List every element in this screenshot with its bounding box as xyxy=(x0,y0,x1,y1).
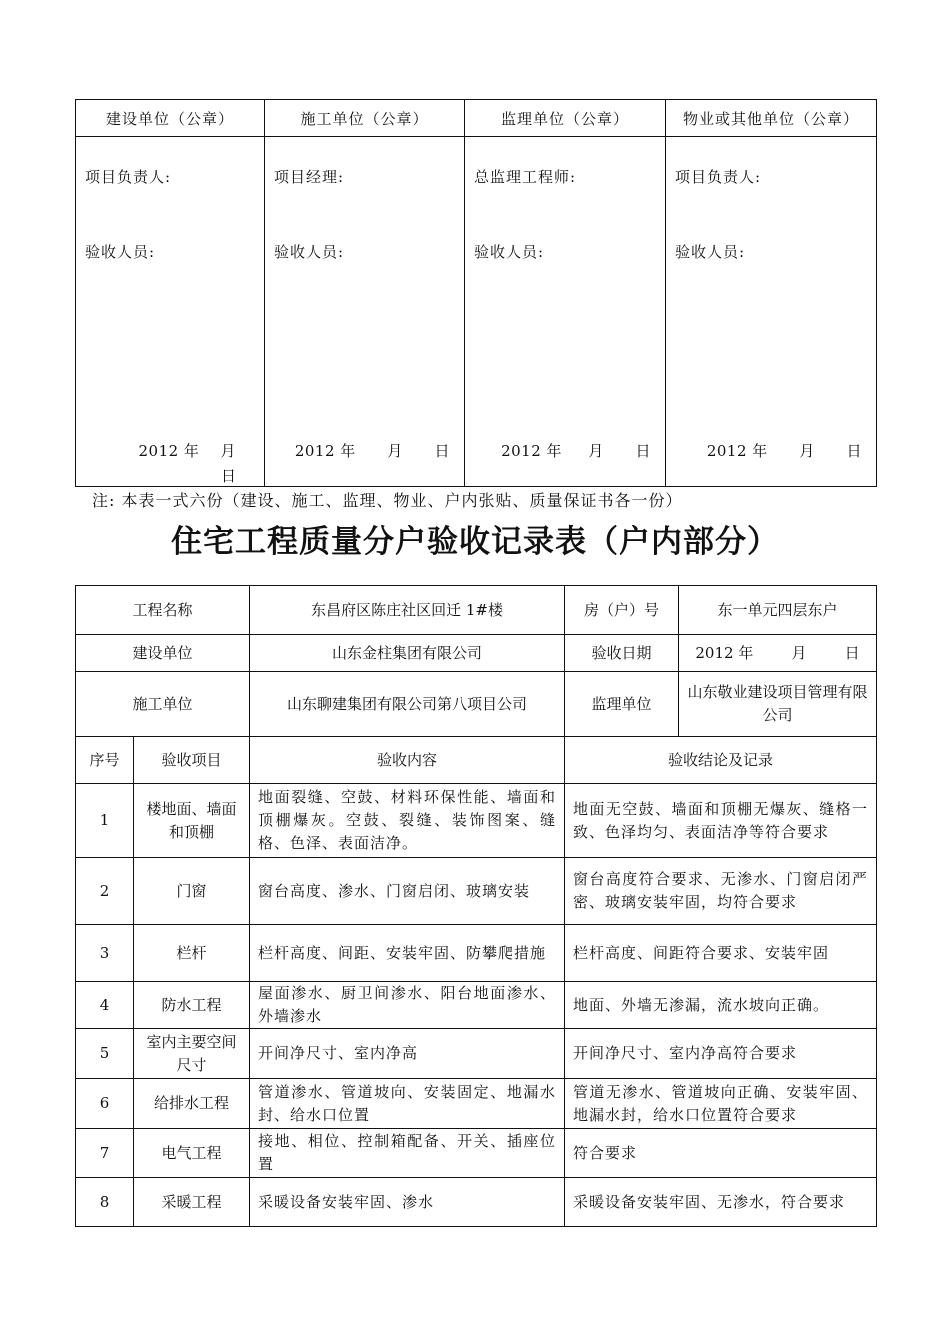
supervisor-value: 山东敬业建设项目管理有限公司 xyxy=(679,672,877,737)
page-title: 住宅工程质量分户验收记录表（户内部分） xyxy=(171,524,779,560)
col-header-no: 序号 xyxy=(76,737,134,784)
table-row xyxy=(76,982,877,1029)
row-no: 4 xyxy=(76,982,134,1029)
row-result: 窗台高度符合要求、无渗水、门窗启闭严密、玻璃安装牢固，均符合要求 xyxy=(565,858,877,925)
chief-supervisor-label: 总监理工程师: xyxy=(474,168,577,186)
col-header-result: 验收结论及记录 xyxy=(565,737,877,784)
table-row xyxy=(76,1029,877,1079)
row-result: 开间净尺寸、室内净高符合要求 xyxy=(565,1029,877,1079)
builder-project-leader-label: 项目负责人: xyxy=(85,168,172,186)
constructor-sign-date: 2012 年 月 日 xyxy=(294,442,450,460)
room-number-value: 东一单元四层东户 xyxy=(679,586,877,635)
row-item: 栏杆 xyxy=(134,925,250,982)
row-no: 1 xyxy=(76,784,134,858)
row-result: 采暖设备安装牢固、无渗水，符合要求 xyxy=(565,1178,877,1227)
row-content: 管道渗水、管道坡向、安装固定、地漏水封、给水口位置 xyxy=(250,1079,565,1129)
signature-body-row xyxy=(76,137,877,487)
constructor-inspector-label: 验收人员: xyxy=(274,243,345,261)
builder-sign-date-day: 日 xyxy=(220,467,236,485)
supervisor-seal-header: 监理单位（公章） xyxy=(465,100,666,137)
table-row xyxy=(76,1129,877,1178)
row-content: 采暖设备安装牢固、渗水 xyxy=(250,1178,565,1227)
row-item: 防水工程 xyxy=(134,982,250,1029)
row-content: 栏杆高度、间距、安装牢固、防攀爬措施 xyxy=(250,925,565,982)
row-content: 开间净尺寸、室内净高 xyxy=(250,1029,565,1079)
constructor-seal-header: 施工单位（公章） xyxy=(265,100,465,137)
constructor-value: 山东聊建集团有限公司第八项目公司 xyxy=(250,672,565,737)
row-content: 接地、相位、控制箱配备、开关、插座位置 xyxy=(250,1129,565,1178)
row-content: 屋面渗水、厨卫间渗水、阳台地面渗水、外墙渗水 xyxy=(250,982,565,1029)
row-no: 2 xyxy=(76,858,134,925)
builder-seal-header: 建设单位（公章） xyxy=(76,100,265,137)
row-item: 采暖工程 xyxy=(134,1178,250,1227)
column-header-row xyxy=(76,737,877,784)
signature-header-row xyxy=(76,100,877,137)
row-result: 栏杆高度、间距符合要求、安装牢固 xyxy=(565,925,877,982)
row-item: 楼地面、墙面和顶棚 xyxy=(134,784,250,858)
property-sign-date: 2012 年 月 日 xyxy=(706,442,862,460)
project-info-row xyxy=(76,586,877,635)
copies-note: 注: 本表一式六份（建设、施工、监理、物业、户内张贴、质量保证书各一份） xyxy=(92,491,683,510)
table-row xyxy=(76,1178,877,1227)
row-item: 给排水工程 xyxy=(134,1079,250,1129)
inspection-date-value: 2012 年 月 日 xyxy=(679,635,877,672)
builder-value: 山东金柱集团有限公司 xyxy=(250,635,565,672)
row-no: 5 xyxy=(76,1029,134,1079)
constructor-info-row xyxy=(76,672,877,737)
row-result: 地面、外墙无渗漏，流水坡向正确。 xyxy=(565,982,877,1029)
builder-sign-date: 2012 年 月 xyxy=(138,442,236,460)
row-no: 8 xyxy=(76,1178,134,1227)
row-item: 电气工程 xyxy=(134,1129,250,1178)
builder-label: 建设单位 xyxy=(76,635,250,672)
builder-info-row xyxy=(76,635,877,672)
property-seal-header: 物业或其他单位（公章） xyxy=(666,100,877,137)
row-result: 管道无渗水、管道坡向正确、安装牢固、地漏水封，给水口位置符合要求 xyxy=(565,1079,877,1129)
row-no: 3 xyxy=(76,925,134,982)
builder-signature-cell xyxy=(76,137,265,487)
project-name-value: 东昌府区陈庄社区回迁 1#楼 xyxy=(250,586,565,635)
signature-table xyxy=(75,99,877,487)
builder-inspector-label: 验收人员: xyxy=(85,243,156,261)
row-result: 符合要求 xyxy=(565,1129,877,1178)
table-row xyxy=(76,858,877,925)
table-row xyxy=(76,1079,877,1129)
supervisor-sign-date: 2012 年 月 日 xyxy=(501,442,651,460)
row-content: 地面裂缝、空鼓、材料环保性能、墙面和顶棚爆灰。空鼓、裂缝、装饰图案、缝格、色泽、表面洁净。 xyxy=(250,784,565,858)
constructor-label: 施工单位 xyxy=(76,672,250,737)
property-project-leader-label: 项目负责人: xyxy=(675,168,762,186)
table-row xyxy=(76,784,877,858)
inspection-date-label: 验收日期 xyxy=(565,635,679,672)
constructor-signature-cell xyxy=(265,137,465,487)
row-item: 室内主要空间尺寸 xyxy=(134,1029,250,1079)
row-no: 6 xyxy=(76,1079,134,1129)
project-manager-label: 项目经理: xyxy=(274,168,345,186)
supervisor-inspector-label: 验收人员: xyxy=(474,243,545,261)
row-content: 窗台高度、渗水、门窗启闭、玻璃安装 xyxy=(250,858,565,925)
table-row xyxy=(76,925,877,982)
row-item: 门窗 xyxy=(134,858,250,925)
property-inspector-label: 验收人员: xyxy=(675,243,746,261)
supervisor-label: 监理单位 xyxy=(565,672,679,737)
inspection-table xyxy=(75,585,877,1227)
project-name-label: 工程名称 xyxy=(76,586,250,635)
row-no: 7 xyxy=(76,1129,134,1178)
room-number-label: 房（户）号 xyxy=(565,586,679,635)
property-signature-cell xyxy=(666,137,877,487)
supervisor-signature-cell xyxy=(465,137,666,487)
col-header-item: 验收项目 xyxy=(134,737,250,784)
row-result: 地面无空鼓、墙面和顶棚无爆灰、缝格一致、色泽均匀、表面洁净等符合要求 xyxy=(565,784,877,858)
col-header-content: 验收内容 xyxy=(250,737,565,784)
